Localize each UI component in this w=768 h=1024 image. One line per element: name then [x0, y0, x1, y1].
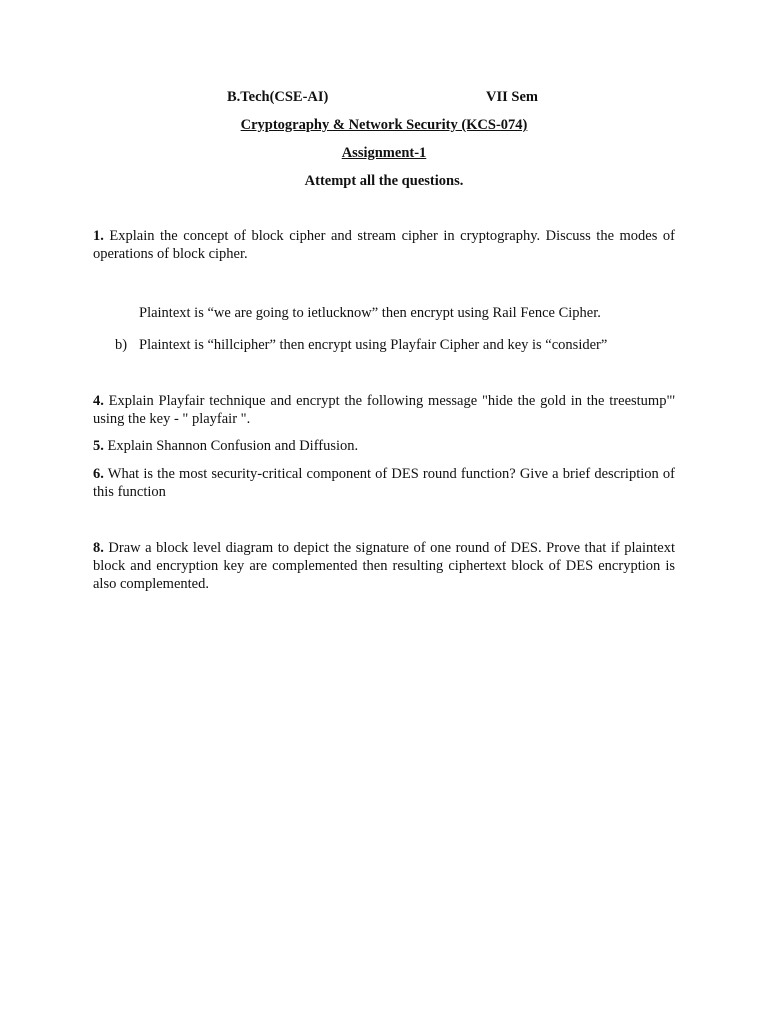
- course-label: B.Tech(CSE-AI): [227, 89, 329, 105]
- instruction-text: Attempt all the questions.: [304, 173, 464, 189]
- question-6-number: 6.: [93, 466, 104, 482]
- subject-title: Cryptography & Network Security (KCS-074): [240, 117, 528, 133]
- question-1: [93, 227, 675, 263]
- question-3a-text: Plaintext is “we are going to ietlucknow” then encrypt using Rail Fence Cipher.: [139, 305, 601, 321]
- semester-label: VII Sem: [486, 89, 538, 105]
- question-4-text: Explain Playfair technique and encrypt the following message "hide the gold in the treestump"' using the key - " playfair ".: [93, 393, 675, 427]
- assignment-title: Assignment-1: [341, 145, 427, 161]
- question-5: [93, 437, 675, 455]
- question-1-text: Explain the concept of block cipher and stream cipher in cryptography. Discuss the modes of operations of block cipher.: [93, 228, 675, 262]
- question-4: [93, 392, 675, 428]
- question-5-text: Explain Shannon Confusion and Diffusion.: [103, 438, 359, 454]
- question-8-text: Draw a block level diagram to depict the signature of one round of DES. Prove that if plaintext block and encryption key are complemented then resulting ciphertext block of DES encryption is also complemented.: [93, 540, 675, 592]
- question-5-number: 5.: [93, 438, 104, 454]
- question-3b-text: Plaintext is “hillcipher” then encrypt using Playfair Cipher and key is “consider”: [139, 337, 608, 353]
- question-1-number: 1.: [93, 228, 104, 244]
- question-8: [93, 539, 675, 593]
- question-4-number: 4.: [93, 393, 104, 409]
- question-8-number: 8.: [93, 540, 104, 556]
- question-3b-label: b): [115, 337, 128, 353]
- question-6-text: What is the most security-critical component of DES round function? Give a brief description of this function: [93, 466, 675, 500]
- question-6: [93, 465, 675, 501]
